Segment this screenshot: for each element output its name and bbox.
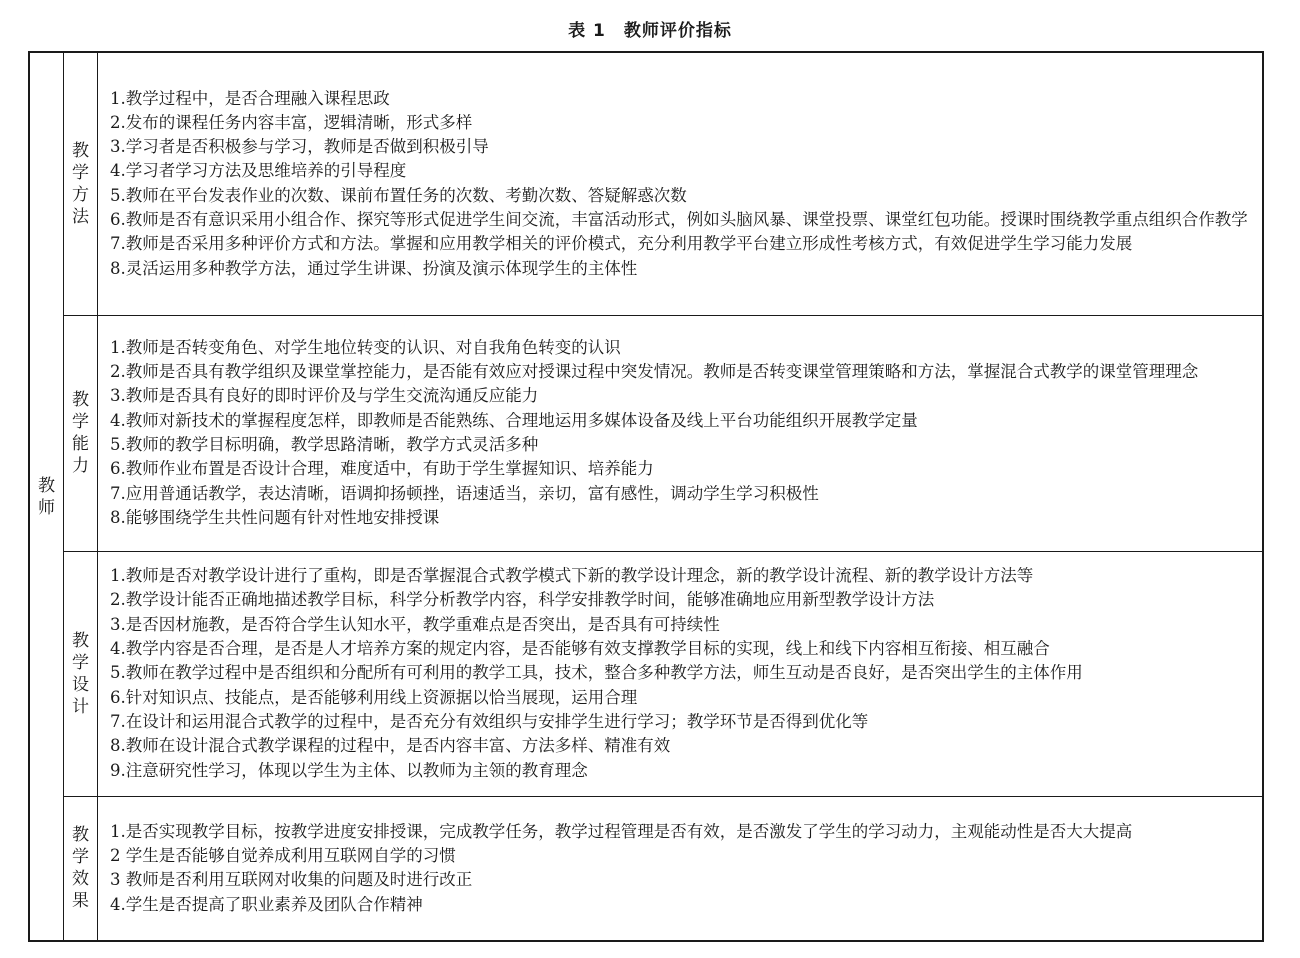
- list-item: 2 学生是否能够自觉养成利用互联网自学的习惯: [110, 845, 456, 865]
- list-item: 7.应用普通话教学，表达清晰，语调抑扬顿挫，语速适当，亲切，富有感性，调动学生学习积极性: [110, 483, 819, 503]
- evaluation-table-body: [29, 52, 1263, 941]
- section-items-cell: [98, 551, 1264, 796]
- table-number: 表 1: [568, 21, 606, 41]
- section-label: 教学能力: [72, 390, 89, 476]
- list-item: 1.教师是否对教学设计进行了重构，即是否掌握混合式教学模式下新的教学设计理念，新的教学设计流程、新的教学设计方法等: [110, 566, 1034, 586]
- list-item: 5.教师在平台发表作业的次数、课前布置任务的次数、考勤次数、答疑解惑次数: [110, 185, 687, 205]
- list-item: 1.教学过程中，是否合理融入课程思政: [110, 88, 390, 108]
- table-row-teaching-effect: [29, 796, 1263, 941]
- item-list: [110, 820, 1252, 917]
- main-category-cell: [29, 52, 64, 941]
- list-item: 3 教师是否利用互联网对收集的问题及时进行改正: [110, 870, 473, 890]
- table-caption: [0, 16, 1300, 41]
- list-item: 7.教师是否采用多种评价方式和方法。掌握和应用教学相关的评价模式，充分利用教学平台建立形成性考核方式，有效促进学生学习能力发展: [110, 234, 1133, 254]
- section-label: 教学设计: [72, 630, 89, 717]
- item-list: [110, 564, 1252, 783]
- main-category-label: 教师: [38, 475, 55, 518]
- list-item: 1.教师是否转变角色、对学生地位转变的认识、对自我角色转变的认识: [110, 337, 621, 357]
- table-row-teaching-ability: [29, 315, 1263, 551]
- list-item: 8.能够围绕学生共性问题有针对性地安排授课: [110, 507, 440, 527]
- list-item: 8.教师在设计混合式教学课程的过程中，是否内容丰富、方法多样、精准有效: [110, 736, 671, 756]
- item-list: [110, 336, 1252, 530]
- list-item: 4.学生是否提高了职业素养及团队合作精神: [110, 894, 423, 914]
- list-item: 5.教师在教学过程中是否组织和分配所有可利用的教学工具，技术，整合多种教学方法，师生互动是否良好，是否突出学生的主体作用: [110, 663, 1083, 683]
- item-list: [110, 87, 1252, 281]
- list-item: 4.学习者学习方法及思维培养的引导程度: [110, 161, 407, 181]
- section-label-cell: [64, 315, 98, 551]
- list-item: 6.教师作业布置是否设计合理，难度适中，有助于学生掌握知识、培养能力: [110, 459, 654, 479]
- section-label-cell: [64, 52, 98, 315]
- list-item: 3.教师是否具有良好的即时评价及与学生交流沟通反应能力: [110, 386, 539, 406]
- table-row-teaching-design: [29, 551, 1263, 796]
- list-item: 9.注意研究性学习，体现以学生为主体、以教师为主领的教育理念: [110, 760, 588, 780]
- list-item: 3.学习者是否积极参与学习，教师是否做到积极引导: [110, 137, 489, 157]
- list-item: 5.教师的教学目标明确，教学思路清晰，教学方式灵活多种: [110, 435, 539, 454]
- section-items-cell: [98, 796, 1264, 941]
- table-title: 教师评价指标: [623, 21, 732, 41]
- list-item: 1.是否实现教学目标，按教学进度安排授课，完成教学任务，教学过程管理是否有效，是否激发了学生的学习动力，主观能动性是否大大提高: [110, 821, 1133, 841]
- list-item: 2.教师是否具有教学组织及课堂掌控能力，是否能有效应对授课过程中突发情况。教师是否转变课堂管理策略和方法，掌握混合式教学的课堂管理理念: [110, 362, 1199, 382]
- list-item: 4.教学内容是否合理，是否是人才培养方案的规定内容，是否能够有效支撑教学目标的实现，线上和线下内容相互衔接、相互融合: [110, 639, 1050, 659]
- table-row-teaching-method: [29, 52, 1263, 315]
- section-label: 教学方法: [72, 140, 89, 227]
- list-item: 6.教师是否有意识采用小组合作、探究等形式促进学生间交流，丰富活动形式，例如头脑风暴、课堂投票、课堂红包功能。授课时围绕教学重点组织合作教学: [110, 210, 1248, 230]
- list-item: 2.教学设计能否正确地描述教学目标，科学分析教学内容，科学安排教学时间，能够准确地应用新型教学设计方法: [110, 590, 935, 610]
- list-item: 3.是否因材施教，是否符合学生认知水平，教学重难点是否突出，是否具有可持续性: [110, 614, 720, 634]
- section-label-cell: [64, 796, 98, 941]
- list-item: 4.教师对新技术的掌握程度怎样，即教师是否能熟练、合理地运用多媒体设备及线上平台功能组织开展教学定量: [110, 410, 918, 430]
- list-item: 8.灵活运用多种教学方法，通过学生讲课、扮演及演示体现学生的主体性: [110, 258, 638, 278]
- list-item: 6.针对知识点、技能点，是否能够利用线上资源据以恰当展现，运用合理: [110, 687, 638, 707]
- section-items-cell: [98, 315, 1264, 551]
- list-item: 7.在设计和运用混合式教学的过程中，是否充分有效组织与安排学生进行学习；教学环节是否得到优化等: [110, 711, 869, 731]
- section-label-cell: [64, 551, 98, 796]
- section-items-cell: [98, 52, 1264, 315]
- evaluation-table: [28, 51, 1264, 942]
- list-item: 2.发布的课程任务内容丰富，逻辑清晰，形式多样: [110, 112, 473, 132]
- section-label: 教学效果: [72, 825, 89, 912]
